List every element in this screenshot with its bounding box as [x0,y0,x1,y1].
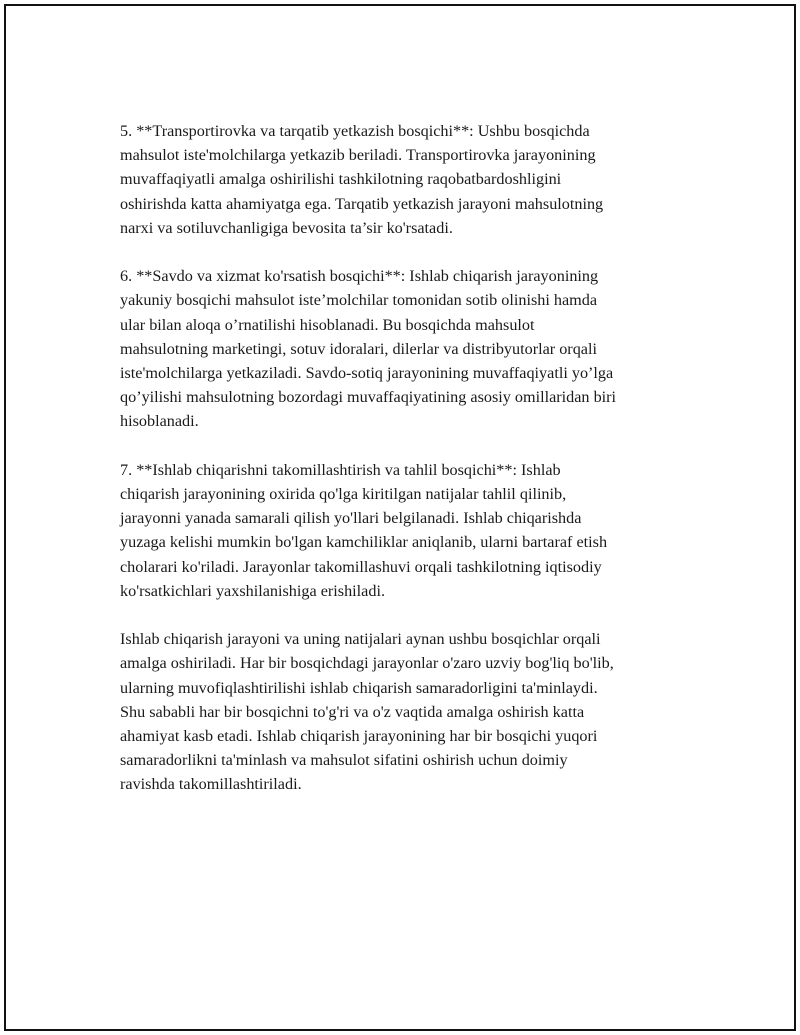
paragraph-transport-stage: 5. **Transportirovka va tarqatib yetkazish bosqichi**: Ushbu bosqichda mahsulot iste'molchilarga yetkazib beriladi. Transportirovka jarayonining muvaffaqiyatli amalga oshirilishi tashkilotning raqobatbardoshligini oshirishda katta ahamiyatga ega. Tarqatib yetkazish jarayoni mahsulotning narxi va sotiluvchanligiga bevosita ta’sir ko'rsatadi. [120,122,604,237]
paragraph-sales-service-stage: 6. **Savdo va xizmat ko'rsatish bosqichi**: Ishlab chiqarish jarayonining yakuniy bosqichi mahsulot iste’molchilar tomonidan sotib olinishi hamda ular bilan aloqa o’rnatilishi hisoblanadi. Bu bosqichda mahsulot mahsulotning marketingi, sotuv idoralari, dilerlar va distribyutorlar orqali iste'molchilarga yetkaziladi. Savdo-sotiq jarayonining muvaffaqiyatli yo’lga qo’yilishi mahsulotning bozordagi muvaffaqiyatining asosiy omillaridan biri hisoblanadi. [120,267,617,431]
paragraph-improvement-analysis-stage: 7. **Ishlab chiqarishni takomillashtirish va tahlil bosqichi**: Ishlab chiqarish jarayonining oxirida qo'lga kiritilgan natijalar tahlil qilinib, jarayonni yanada samarali qilish yo'llari belgilanadi. Ishlab chiqarishda yuzaga kelishi mumkin bo'lgan kamchiliklar aniqlanib, ularni bartaraf etish cholarari ko'riladi. Jarayonlar takomillashuvi orqali tashkilotning iqtisodiy ko'rsatkichlari yaxshilanishiga erishiladi. [120,460,608,600]
document-page [4,4,796,1031]
document-body [120,119,690,821]
paragraph-conclusion: Ishlab chiqarish jarayoni va uning natijalari aynan ushbu bosqichlar orqali amalga oshiriladi. Har bir bosqichdagi jarayonlar o'zaro uzviy bog'liq bo'lib, ularning muvofiqlashtirilishi ishlab chiqarish samaradorligini ta'minlaydi. Shu sababli har bir bosqichni to'g'ri va o'z vaqtida amalga oshirish katta ahamiyat kasb etadi. Ishlab chiqarish jarayonining har bir bosqichi yuqori samaradorlikni ta'minlash va mahsulot sifatini oshirish uchun doimiy ravishda takomillashtiriladi. [120,630,614,794]
